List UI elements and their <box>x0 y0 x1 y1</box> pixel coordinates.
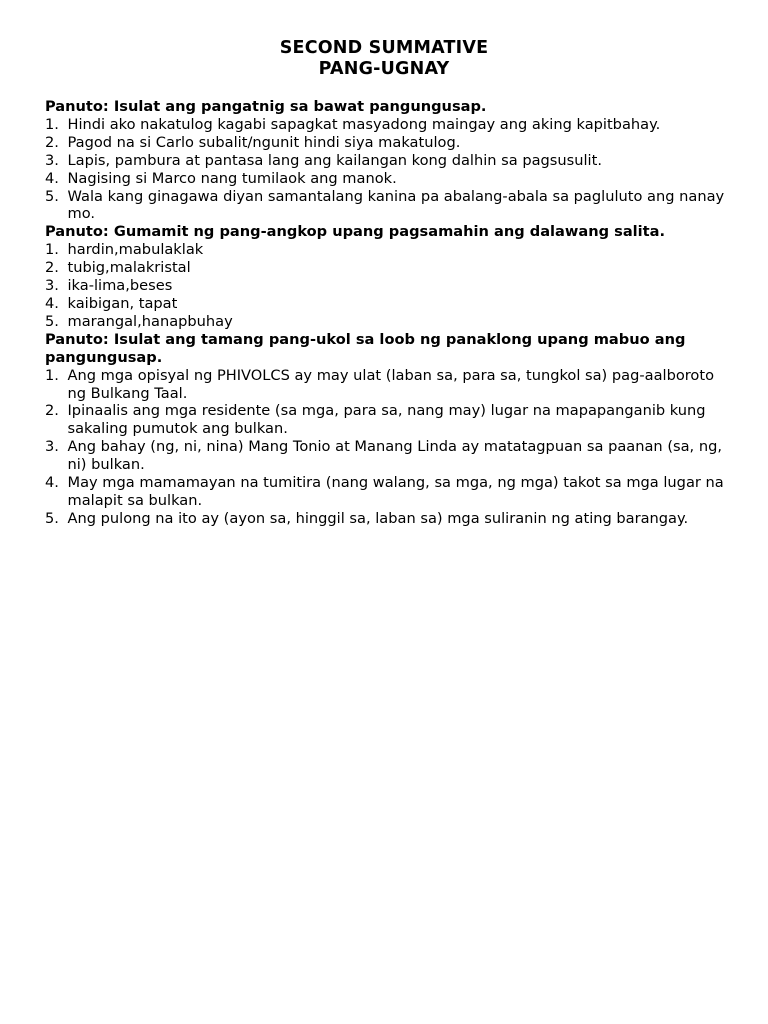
list-item <box>45 152 735 170</box>
question-list <box>45 241 735 331</box>
list-item <box>45 295 735 313</box>
item-text: May mga mamamayan na tumitira (nang walang, sa mga, ng mga) takot sa mga lugar na malapit sa bulkan. <box>67 474 724 509</box>
list-item <box>45 438 735 474</box>
item-number: 3. <box>45 438 59 456</box>
item-number: 5. <box>45 312 59 330</box>
question-list <box>45 367 735 528</box>
list-item <box>45 170 735 188</box>
item-number: 1. <box>45 115 59 133</box>
item-text: tubig,malakristal <box>67 259 191 277</box>
item-text: Ang pulong na ito ay (ayon sa, hinggil sa, laban sa) mga suliranin ng ating barangay. <box>67 509 689 527</box>
item-number: 2. <box>45 259 59 277</box>
list-item <box>45 402 735 438</box>
document-title <box>0 38 768 80</box>
list-item <box>45 474 735 510</box>
item-text: Ipinaalis ang mga residente (sa mga, para sa, nang may) lugar na mapapanganib kung sakaling pumutok ang bulkan. <box>67 402 706 438</box>
section-pangatnig <box>45 98 735 223</box>
list-item <box>45 241 735 259</box>
item-number: 4. <box>45 294 59 312</box>
item-text: Ang mga opisyal ng PHIVOLCS ay may ulat (laban sa, para sa, tungkol sa) pag-aalboroto ng Bulkang Taal. <box>67 366 715 402</box>
item-number: 2. <box>45 402 59 420</box>
list-item <box>45 313 735 331</box>
item-text: marangal,hanapbuhay <box>67 312 233 330</box>
item-number: 5. <box>45 187 59 205</box>
item-text: Lapis, pambura at pantasa lang ang kailangan kong dalhin sa pagsusulit. <box>67 151 602 169</box>
item-number: 4. <box>45 169 59 187</box>
item-number: 4. <box>45 474 59 492</box>
item-text: hardin,mabulaklak <box>67 241 204 259</box>
item-number: 2. <box>45 133 59 151</box>
section-instruction: Panuto: Isulat ang tamang pang-ukol sa loob ng panaklong upang mabuo ang pangungusap. <box>45 330 686 366</box>
document-body <box>45 98 735 528</box>
item-number: 1. <box>45 366 59 384</box>
title-line-2: PANG-UGNAY <box>318 59 450 79</box>
item-text: Ang bahay (ng, ni, nina) Mang Tonio at Manang Linda ay matatagpuan sa paanan (sa, ng, ni) bulkan. <box>67 438 722 474</box>
list-item <box>45 188 735 224</box>
item-text: Pagod na si Carlo subalit/ngunit hindi siya makatulog. <box>67 133 461 151</box>
title-line-1: SECOND SUMMATIVE <box>279 38 489 58</box>
list-item <box>45 277 735 295</box>
item-text: kaibigan, tapat <box>67 294 178 312</box>
question-list <box>45 116 735 223</box>
section-pang-ukol <box>45 331 735 528</box>
item-text: Wala kang ginagawa diyan samantalang kanina pa abalang-abala sa pagluluto ang nanay mo. <box>67 187 725 223</box>
item-text: Hindi ako nakatulog kagabi sapagkat masyadong maingay ang aking kapitbahay. <box>67 115 661 133</box>
item-text: Nagising si Marco nang tumilaok ang manok. <box>67 169 397 187</box>
list-item <box>45 134 735 152</box>
item-number: 3. <box>45 277 59 295</box>
list-item <box>45 510 735 528</box>
section-instruction: Panuto: Isulat ang pangatnig sa bawat pangungusap. <box>45 98 487 115</box>
list-item <box>45 116 735 134</box>
section-instruction: Panuto: Gumamit ng pang-angkop upang pagsamahin ang dalawang salita. <box>45 223 666 241</box>
list-item <box>45 259 735 277</box>
section-pang-angkop <box>45 223 735 330</box>
item-text: ika-lima,beses <box>67 277 173 295</box>
list-item <box>45 367 735 403</box>
item-number: 5. <box>45 509 59 527</box>
item-number: 1. <box>45 241 59 259</box>
item-number: 3. <box>45 151 59 169</box>
